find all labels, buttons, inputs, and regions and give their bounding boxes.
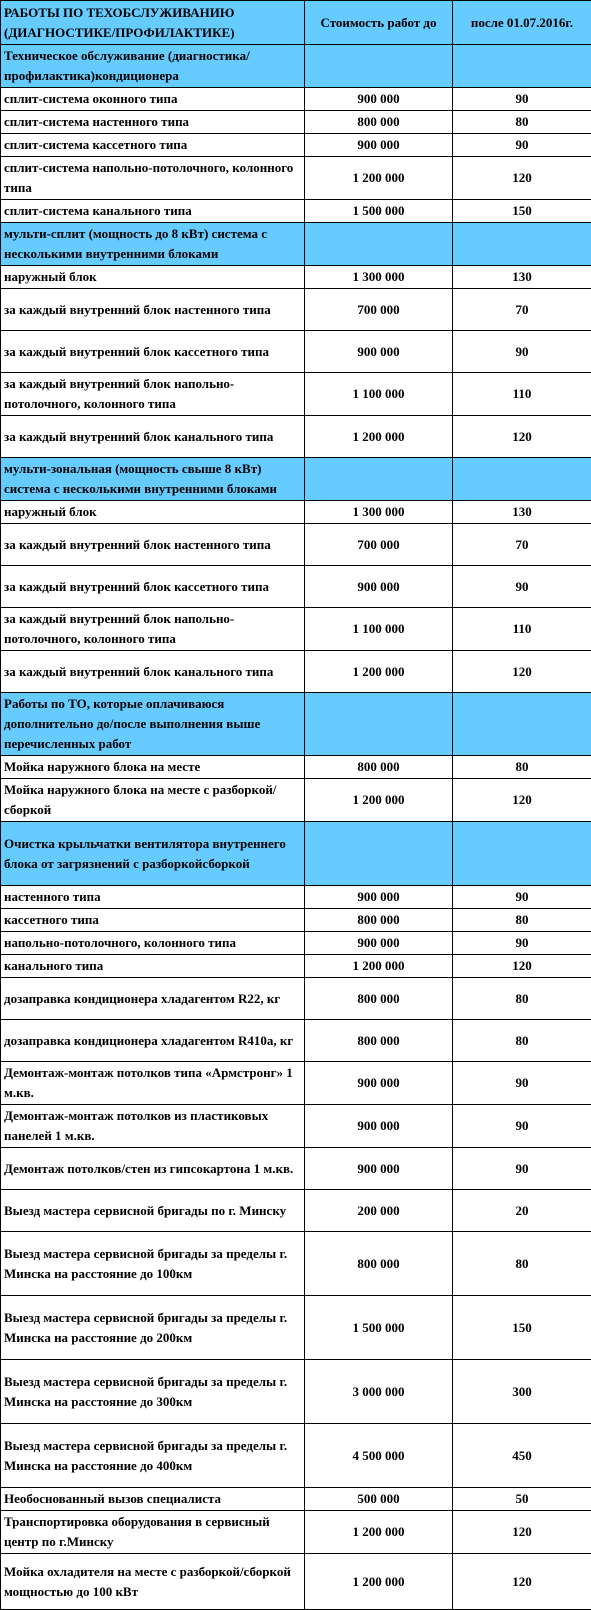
service-name: за каждый внутренний блок напольно-потолочного, колонного типа xyxy=(1,373,305,416)
price-after: 90 xyxy=(453,886,591,909)
price-after: 90 xyxy=(453,1148,591,1190)
price-before: 700 000 xyxy=(305,524,453,566)
price-after: 120 xyxy=(453,1554,591,1610)
service-name: Демонтаж-монтаж потолков типа «Армстронг» 1 м.кв. xyxy=(1,1062,305,1105)
service-name: Транспортировка оборудования в сервисный центр по г.Минску xyxy=(1,1511,305,1554)
table-row xyxy=(1,886,591,909)
price-before: 1 500 000 xyxy=(305,1296,453,1360)
service-name: за каждый внутренний блок настенного типа xyxy=(1,524,305,566)
section-header-row xyxy=(1,693,591,756)
price-after: 120 xyxy=(453,416,591,458)
table-row xyxy=(1,289,591,331)
service-name: кассетного типа xyxy=(1,909,305,932)
price-after: 50 xyxy=(453,1488,591,1511)
price-after: 90 xyxy=(453,88,591,111)
price-before: 4 500 000 xyxy=(305,1424,453,1488)
section-title: Техническое обслуживание (диагностика/профилактика)кондиционера xyxy=(1,45,305,88)
section-empty-cell xyxy=(453,223,591,266)
price-before: 3 000 000 xyxy=(305,1360,453,1424)
section-empty-cell xyxy=(305,822,453,886)
price-before: 900 000 xyxy=(305,331,453,373)
service-name: за каждый внутренний блок кассетного типа xyxy=(1,331,305,373)
section-empty-cell xyxy=(453,822,591,886)
price-before: 900 000 xyxy=(305,1148,453,1190)
price-after: 90 xyxy=(453,134,591,157)
price-before: 900 000 xyxy=(305,886,453,909)
table-row xyxy=(1,566,591,608)
table-row xyxy=(1,608,591,651)
price-before: 1 200 000 xyxy=(305,955,453,978)
price-before: 800 000 xyxy=(305,756,453,779)
service-name: за каждый внутренний блок напольно-потолочного, колонного типа xyxy=(1,608,305,651)
service-name: Необоснованный вызов специалиста xyxy=(1,1488,305,1511)
price-before: 800 000 xyxy=(305,111,453,134)
price-after: 80 xyxy=(453,1020,591,1062)
service-name: наружный блок xyxy=(1,501,305,524)
table-row xyxy=(1,157,591,200)
service-name: Выезд мастера сервисной бригады за пределы г. Минска на расстояние до 400км xyxy=(1,1424,305,1488)
price-before: 500 000 xyxy=(305,1488,453,1511)
price-before: 900 000 xyxy=(305,932,453,955)
price-before: 900 000 xyxy=(305,1062,453,1105)
table-row xyxy=(1,88,591,111)
price-after: 130 xyxy=(453,266,591,289)
price-after: 120 xyxy=(453,955,591,978)
price-before: 800 000 xyxy=(305,909,453,932)
service-name: сплит-система кассетного типа xyxy=(1,134,305,157)
price-before: 900 000 xyxy=(305,566,453,608)
table-row xyxy=(1,955,591,978)
service-name: Демонтаж-монтаж потолков из пластиковых панелей 1 м.кв. xyxy=(1,1105,305,1148)
section-title: мульти-сплит (мощность до 8 кВт) система с несколькими внутренними блоками xyxy=(1,223,305,266)
table-row xyxy=(1,1360,591,1424)
section-empty-cell xyxy=(305,693,453,756)
table-row xyxy=(1,1488,591,1511)
section-empty-cell xyxy=(453,693,591,756)
service-name: сплит-система канального типа xyxy=(1,200,305,223)
table-row xyxy=(1,134,591,157)
price-before: 1 300 000 xyxy=(305,266,453,289)
header-row xyxy=(1,1,591,45)
price-after: 110 xyxy=(453,608,591,651)
table-row xyxy=(1,331,591,373)
header-price-after: после 01.07.2016г. xyxy=(453,1,591,45)
service-name: сплит-система настенного типа xyxy=(1,111,305,134)
section-header-row xyxy=(1,45,591,88)
service-name: наружный блок xyxy=(1,266,305,289)
table-row xyxy=(1,932,591,955)
service-name: за каждый внутренний блок настенного типа xyxy=(1,289,305,331)
price-before: 1 500 000 xyxy=(305,200,453,223)
section-empty-cell xyxy=(453,458,591,501)
service-name: за каждый внутренний блок кассетного типа xyxy=(1,566,305,608)
table-row xyxy=(1,524,591,566)
price-before: 1 200 000 xyxy=(305,1511,453,1554)
price-after: 90 xyxy=(453,331,591,373)
section-header-row xyxy=(1,223,591,266)
price-after: 70 xyxy=(453,524,591,566)
price-before: 1 200 000 xyxy=(305,651,453,693)
price-before: 700 000 xyxy=(305,289,453,331)
section-empty-cell xyxy=(453,45,591,88)
table-row xyxy=(1,1554,591,1610)
table-row xyxy=(1,111,591,134)
price-before: 1 300 000 xyxy=(305,501,453,524)
price-after: 90 xyxy=(453,932,591,955)
section-title: Работы по ТО, которые оплачиваюся дополнительно до/после выполнения выше перечисленных работ xyxy=(1,693,305,756)
service-name: канального типа xyxy=(1,955,305,978)
price-after: 120 xyxy=(453,157,591,200)
price-before: 1 200 000 xyxy=(305,1554,453,1610)
service-name: напольно-потолочного, колонного типа xyxy=(1,932,305,955)
table-row xyxy=(1,1511,591,1554)
section-empty-cell xyxy=(305,45,453,88)
price-before: 1 100 000 xyxy=(305,608,453,651)
service-name: сплит-система оконного типа xyxy=(1,88,305,111)
price-before: 900 000 xyxy=(305,134,453,157)
section-title: Очистка крыльчатки вентилятора внутреннего блока от загрязнений с разборкойсборкой xyxy=(1,822,305,886)
service-name: Мойка наружного блока на месте с разборкой/сборкой xyxy=(1,779,305,822)
table-row xyxy=(1,1190,591,1232)
section-empty-cell xyxy=(305,458,453,501)
price-after: 80 xyxy=(453,909,591,932)
header-service: РАБОТЫ ПО ТЕХОБСЛУЖИВАНИЮ (ДИАГНОСТИКЕ/ПРОФИЛАКТИКЕ) xyxy=(1,1,305,45)
table-row xyxy=(1,200,591,223)
service-name: Выезд мастера сервисной бригады за пределы г. Минска на расстояние до 100км xyxy=(1,1232,305,1296)
price-after: 300 xyxy=(453,1360,591,1424)
table-row xyxy=(1,756,591,779)
section-header-row xyxy=(1,458,591,501)
table-row xyxy=(1,416,591,458)
service-name: Демонтаж потолков/стен из гипсокартона 1 м.кв. xyxy=(1,1148,305,1190)
service-name: за каждый внутренний блок канального типа xyxy=(1,651,305,693)
section-title: мульти-зональная (мощность свыше 8 кВт) система с несколькими внутренними блоками xyxy=(1,458,305,501)
price-before: 800 000 xyxy=(305,1020,453,1062)
table-row xyxy=(1,266,591,289)
price-after: 80 xyxy=(453,1232,591,1296)
price-after: 110 xyxy=(453,373,591,416)
price-after: 130 xyxy=(453,501,591,524)
table-row xyxy=(1,373,591,416)
price-after: 90 xyxy=(453,1062,591,1105)
service-name: дозаправка кондиционера хладагентом R22, кг xyxy=(1,978,305,1020)
section-empty-cell xyxy=(305,223,453,266)
price-after: 150 xyxy=(453,1296,591,1360)
price-after: 120 xyxy=(453,779,591,822)
table-row xyxy=(1,1424,591,1488)
service-name: настенного типа xyxy=(1,886,305,909)
price-after: 80 xyxy=(453,756,591,779)
table-row xyxy=(1,1062,591,1105)
price-before: 800 000 xyxy=(305,1232,453,1296)
price-before: 900 000 xyxy=(305,88,453,111)
price-before: 200 000 xyxy=(305,1190,453,1232)
price-before: 800 000 xyxy=(305,978,453,1020)
price-after: 150 xyxy=(453,200,591,223)
price-after: 120 xyxy=(453,1511,591,1554)
service-name: Мойка охладителя на месте с разборкой/сборкой мощностью до 100 кВт xyxy=(1,1554,305,1610)
table-row xyxy=(1,1232,591,1296)
price-after: 450 xyxy=(453,1424,591,1488)
price-before: 900 000 xyxy=(305,1105,453,1148)
table-row xyxy=(1,651,591,693)
price-before: 1 200 000 xyxy=(305,416,453,458)
section-header-row xyxy=(1,822,591,886)
table-row xyxy=(1,1020,591,1062)
table-row xyxy=(1,978,591,1020)
service-name: Выезд мастера сервисной бригады за пределы г. Минска на расстояние до 200км xyxy=(1,1296,305,1360)
service-name: за каждый внутренний блок канального типа xyxy=(1,416,305,458)
service-name: Выезд мастера сервисной бригады по г. Минску xyxy=(1,1190,305,1232)
table-row xyxy=(1,501,591,524)
table-row xyxy=(1,1105,591,1148)
price-before: 1 200 000 xyxy=(305,157,453,200)
table-row xyxy=(1,1296,591,1360)
table-row xyxy=(1,909,591,932)
table-row xyxy=(1,779,591,822)
service-name: дозаправка кондиционера хладагентом R410a, кг xyxy=(1,1020,305,1062)
price-after: 80 xyxy=(453,978,591,1020)
table-row xyxy=(1,1148,591,1190)
price-after: 80 xyxy=(453,111,591,134)
price-before: 1 100 000 xyxy=(305,373,453,416)
service-name: Выезд мастера сервисной бригады за пределы г. Минска на расстояние до 300км xyxy=(1,1360,305,1424)
price-after: 70 xyxy=(453,289,591,331)
price-after: 90 xyxy=(453,566,591,608)
price-after: 120 xyxy=(453,651,591,693)
price-before: 1 200 000 xyxy=(305,779,453,822)
price-after: 90 xyxy=(453,1105,591,1148)
header-price-before: Стоимость работ до xyxy=(305,1,453,45)
service-name: Мойка наружного блока на месте xyxy=(1,756,305,779)
service-name: сплит-система напольно-потолочного, колонного типа xyxy=(1,157,305,200)
price-after: 20 xyxy=(453,1190,591,1232)
